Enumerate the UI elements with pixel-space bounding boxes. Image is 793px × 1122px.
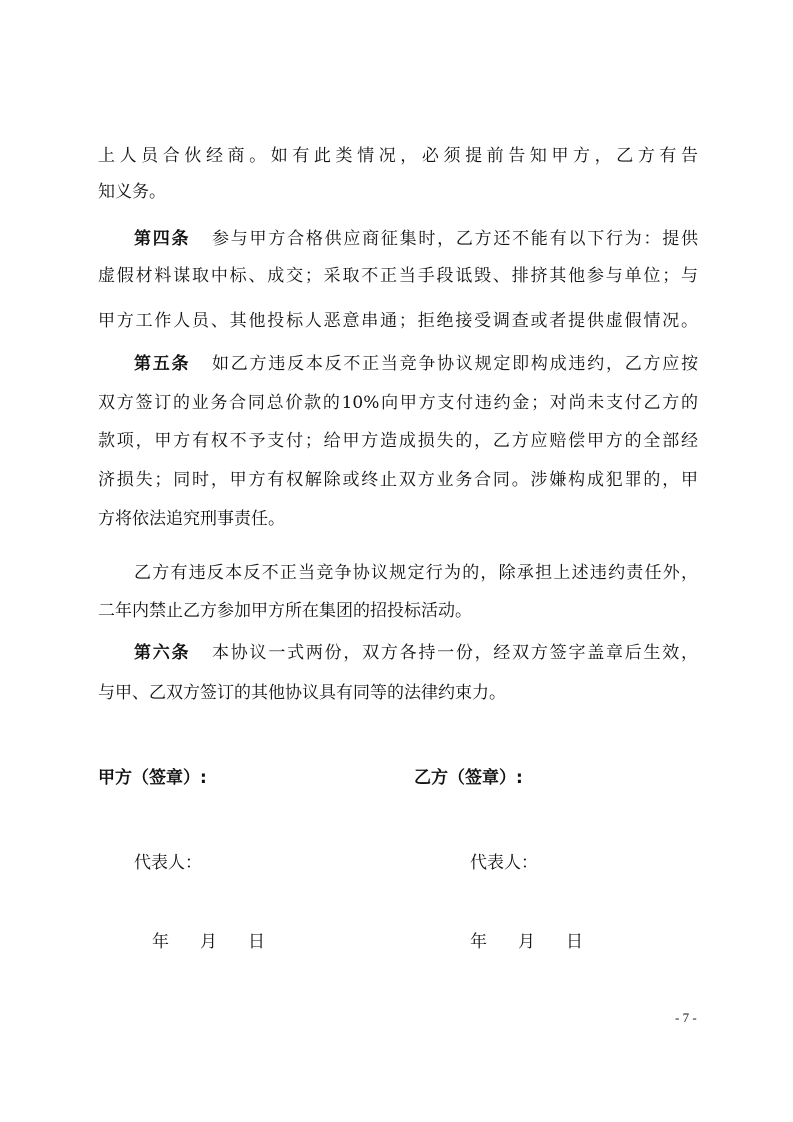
article5-text-1: 如乙方违反本反不正当竞争协议规定即构成违约，乙方应按 <box>210 354 699 374</box>
extra-line-1: 乙方有违反本反不正当竞争协议规定行为的，除承担上述违约责任外， <box>134 563 698 583</box>
party-a-month: 月 <box>200 932 217 952</box>
article4-line-2: 虚假材料谋取中标、成交；采取不正当手段诋毁、排挤其他参与单位；与 <box>98 266 698 286</box>
article5-label: 第五条 <box>134 354 191 374</box>
article4-line-3: 甲方工作人员、其他投标人恶意串通；拒绝接受调查或者提供虚假情况。 <box>98 311 698 331</box>
party-a-day: 日 <box>248 932 265 952</box>
party-b-month: 月 <box>518 932 535 952</box>
article6-line-1 <box>134 643 698 663</box>
article5-line-2: 双方签订的业务合同总价款的10%向甲方支付违约金；对尚未支付乙方的 <box>98 393 698 413</box>
body-line-1: 上人员合伙经商。如有此类情况，必须提前告知甲方，乙方有告 <box>98 146 698 166</box>
party-b-year: 年 <box>470 932 487 952</box>
article4-label: 第四条 <box>134 229 191 249</box>
party-b-title: 乙方（签章）: <box>414 768 523 788</box>
article5-line-4: 济损失；同时，甲方有权解除或终止双方业务合同。涉嫌构成犯罪的，甲 <box>98 470 698 490</box>
article5-line-3: 款项，甲方有权不予支付；给甲方造成损失的，乙方应赔偿甲方的全部经 <box>98 431 698 451</box>
article5-line-1 <box>134 354 698 374</box>
page-number: - 7 - <box>675 1010 697 1025</box>
party-b-representative: 代表人： <box>470 853 538 873</box>
article4-text-1: 参与甲方合格供应商征集时，乙方还不能有以下行为：提供 <box>210 229 699 249</box>
body-line-2: 知义务。 <box>98 182 166 202</box>
article6-label: 第六条 <box>134 643 191 663</box>
party-b-day: 日 <box>566 932 583 952</box>
party-a-representative: 代表人： <box>134 853 202 873</box>
party-a-title: 甲方（签章）: <box>98 768 207 788</box>
article6-text-1: 本协议一式两份，双方各持一份，经双方签字盖章后生效， <box>210 643 699 663</box>
article6-line-2: 与甲、乙双方签订的其他协议具有同等的法律约束力。 <box>98 683 506 703</box>
party-a-year: 年 <box>152 932 169 952</box>
extra-line-2: 二年内禁止乙方参加甲方所在集团的招投标活动。 <box>98 601 472 621</box>
article5-line-5: 方将依法追究刑事责任。 <box>98 509 285 529</box>
article4-line-1 <box>134 229 698 249</box>
